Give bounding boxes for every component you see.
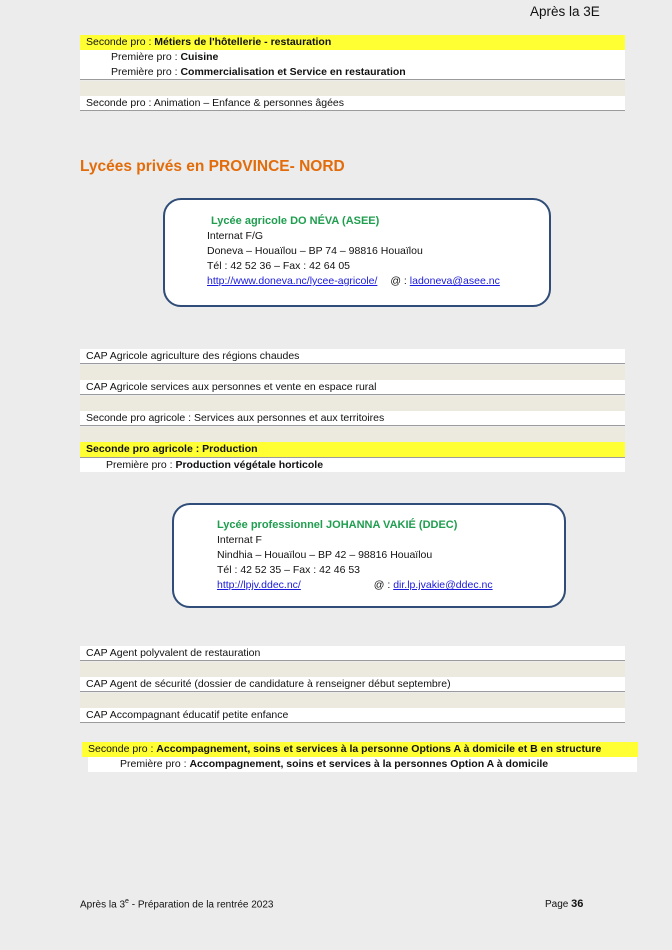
separator-row: [80, 693, 625, 708]
program-row: CAP Agricole services aux personnes et vente en espace rural: [80, 380, 625, 395]
email-label: @ :: [373, 579, 394, 591]
program-prefix: Seconde pro :: [88, 743, 157, 755]
school-internat: Internat F: [217, 534, 262, 546]
program-row: CAP Agricole agriculture des régions chaudes: [80, 349, 625, 364]
school-card-doneva: [163, 198, 551, 307]
program-prefix: Première pro :: [111, 51, 181, 63]
footer-prefix: Après la 3: [80, 899, 126, 911]
school-card-johanna-vakie: [172, 503, 566, 608]
page-number: [545, 898, 583, 910]
school-phone: Tél : 42 52 36 – Fax : 42 64 05: [207, 260, 351, 272]
page-number-value: 36: [571, 898, 584, 910]
separator-row: [80, 427, 625, 442]
program-title: Cuisine: [180, 51, 219, 63]
program-row-highlight: [80, 442, 625, 457]
program-row: Seconde pro agricole : Services aux personnes et aux territoires: [80, 411, 625, 426]
program-title: Accompagnement, soins et services à la personne Options A à domicile et B en structure: [156, 743, 602, 755]
program-row: CAP Agent de sécurité (dossier de candidature à renseigner début septembre): [80, 677, 625, 692]
school-address: Nindhia – Houaïlou – BP 42 – 98816 Houaïlou: [217, 549, 433, 561]
program-title: Accompagnement, soins et services à la personnes Option A à domicile: [189, 758, 549, 770]
footer-text: [80, 898, 273, 910]
page-header: Après la 3E: [530, 4, 600, 19]
school-email-link[interactable]: ladoneva@asee.nc: [409, 275, 500, 287]
school-website-link[interactable]: http://www.doneva.nc/lycee-agricole/: [207, 275, 378, 287]
school-name: Lycée professionnel JOHANNA VAKIÉ (DDEC): [217, 519, 458, 531]
program-title: Seconde pro agricole : Production: [86, 443, 258, 455]
program-title: Production végétale horticole: [175, 459, 324, 471]
school-phone: Tél : 42 52 35 – Fax : 42 46 53: [217, 564, 361, 576]
separator-row: [80, 662, 625, 677]
program-row-premiere-cuisine: [80, 50, 625, 65]
program-row-premiere-commercialisation: [80, 65, 625, 80]
school-internat: Internat F/G: [207, 230, 264, 242]
program-title: Commercialisation et Service en restauration: [180, 66, 406, 78]
section-title: Lycées privés en PROVINCE- NORD: [80, 158, 345, 175]
school-email-link[interactable]: dir.lp.jvakie@ddec.nc: [393, 579, 493, 591]
program-prefix: Seconde pro :: [86, 36, 155, 48]
program-row: CAP Accompagnant éducatif petite enfance: [80, 708, 625, 723]
program-row-premiere: [80, 457, 625, 472]
footer-suffix: - Préparation de la rentrée 2023: [128, 899, 274, 911]
program-prefix: Première pro :: [111, 66, 181, 78]
separator-row: [80, 365, 625, 380]
page-label: Page: [545, 899, 572, 910]
school-website-link[interactable]: http://lpjv.ddec.nc/: [217, 579, 301, 591]
program-row-highlight: [82, 742, 638, 757]
separator-row: [80, 81, 625, 96]
school-name: Lycée agricole DO NÉVA (ASEE): [211, 215, 380, 227]
program-row-seconde-hotellerie: [80, 35, 625, 50]
school-contact: [217, 578, 564, 593]
program-row-seconde-animation: Seconde pro : Animation – Enfance & personnes âgées: [80, 96, 625, 111]
program-title: Métiers de l'hôtellerie - restauration: [154, 36, 332, 48]
email-label: @ :: [390, 275, 410, 287]
program-prefix: Première pro :: [106, 459, 176, 471]
school-address: Doneva – Houaïlou – BP 74 – 98816 Houaïlou: [207, 245, 423, 257]
school-contact: [207, 274, 549, 289]
program-prefix: Première pro :: [120, 758, 190, 770]
program-row: CAP Agent polyvalent de restauration: [80, 646, 625, 661]
program-row-premiere: [88, 757, 637, 772]
separator-row: [80, 396, 625, 411]
footer-superscript: e: [125, 898, 129, 905]
